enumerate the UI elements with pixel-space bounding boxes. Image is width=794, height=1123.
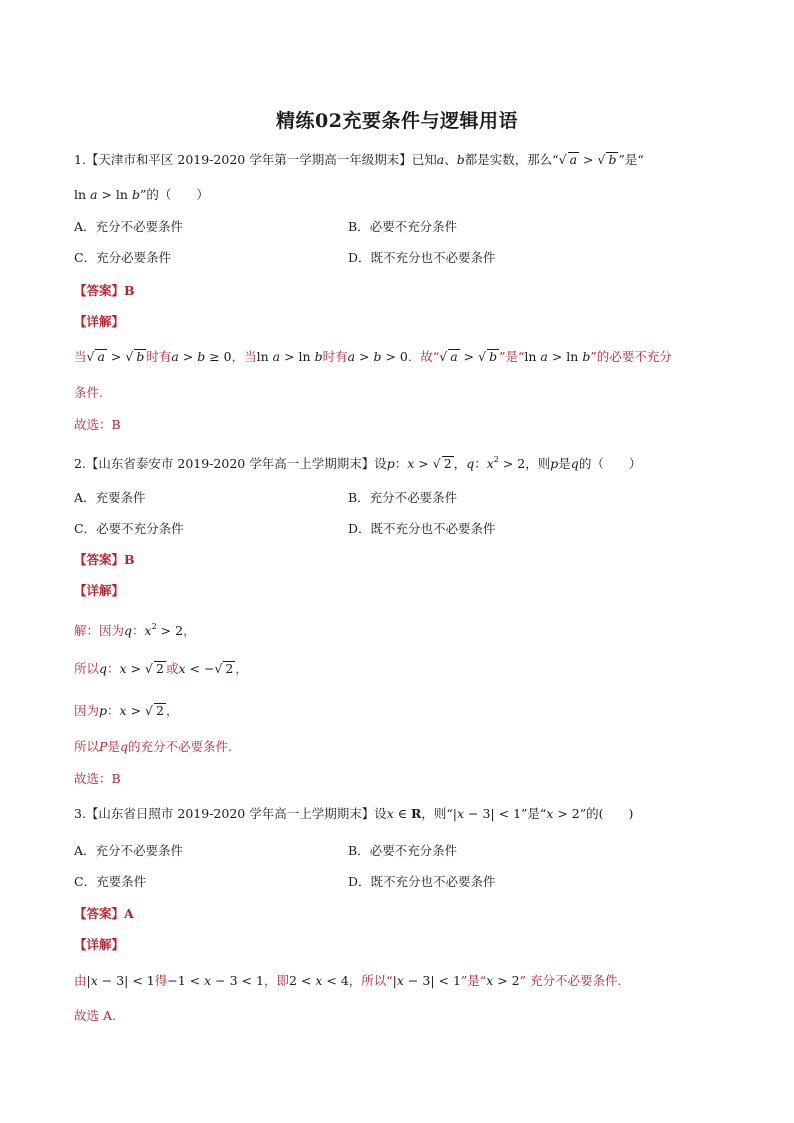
q2-detail-label: 【详解】 <box>74 583 125 598</box>
q3-stem: 3.【山东省日照市 2019-2020 学年高一上学期期末】设x ∈ R，则“|x − 3| < 1”是“x > 2”的( ) <box>74 806 634 821</box>
q1-option-a[interactable]: A．充分不必要条件 <box>74 219 184 234</box>
q3-option-a[interactable]: A．充分不必要条件 <box>74 843 184 858</box>
q2-option-b[interactable]: B．充分不必要条件 <box>348 490 458 505</box>
q2-explanation-line3: 因为p：x > √ 2 ， <box>74 703 179 718</box>
sqrt-icon: √ <box>432 456 441 471</box>
q3-option-d[interactable]: D．既不充分也不必要条件 <box>348 874 496 889</box>
sqrt-icon: √ <box>145 661 153 676</box>
math-ln-a-gt-ln-b: ln a > ln b <box>74 187 140 202</box>
sqrt-icon: √ <box>214 661 223 676</box>
q3-explanation: 由|x − 3| < 1得−1 < x − 3 < 1，即2 < x < 4，所以“|x − 3| < 1”是“x > 2” 充分不必要条件. <box>74 973 622 988</box>
q1-choose: 故选：B <box>74 417 121 432</box>
q1-option-c[interactable]: C．充分必要条件 <box>74 250 172 265</box>
q2-explanation-line2: 所以q：x > √ 2 或x < −√ 2 ， <box>74 661 248 676</box>
q1-explanation-line2: 条件. <box>74 385 103 400</box>
q1-option-d[interactable]: D．既不充分也不必要条件 <box>348 250 496 265</box>
q2-answer-label: 【答案】B <box>74 552 135 567</box>
sqrt-icon: √ <box>125 349 134 364</box>
q2-option-d[interactable]: D．既不充分也不必要条件 <box>348 521 496 536</box>
q2-explanation-line1: 解：因为q：$x^2 > 2$， <box>74 622 196 638</box>
q2-option-c[interactable]: C．必要不充分条件 <box>74 521 184 536</box>
q3-detail-label: 【详解】 <box>74 937 125 952</box>
page-title: 精练02充要条件与逻辑用语 <box>276 110 518 132</box>
q3-option-b[interactable]: B．必要不充分条件 <box>348 843 458 858</box>
math-sqrt-a: a <box>569 152 578 167</box>
sqrt-icon: √ <box>86 349 95 364</box>
q1-explanation-line1: 当√ a > √ b 时有a > b ≥ 0，当ln a > ln b时有a > b > 0．故“√ a > √ b ”是“ln a > ln b”的必要不充分 <box>74 349 672 364</box>
q2-choose: 故选：B <box>74 771 121 786</box>
math-b: b <box>456 152 465 167</box>
sqrt-icon: √ <box>439 349 448 364</box>
sqrt-icon: √ <box>597 152 606 167</box>
sqrt-icon: √ <box>558 152 567 167</box>
q3-choose: 故选 A. <box>74 1008 116 1023</box>
math-sqrt-b: b <box>608 152 617 167</box>
q1-stem-line2: ln a > ln b”的（ ） <box>74 187 209 202</box>
q1-stem-line1: 1.【天津市和平区 2019-2020 学年第一学期高一年级期末】已知a、b都是实数，那么“√ a > √ b ”是“ <box>74 152 644 167</box>
q2-stem: 2.【山东省泰安市 2019-2020 学年高一上学期期末】设p：x > √ 2 ，q：$x^2 > 2$，则p是q的（ ） <box>74 455 642 471</box>
q3-answer-label: 【答案】A <box>74 906 134 921</box>
q1-option-b[interactable]: B．必要不充分条件 <box>348 219 458 234</box>
q3-option-c[interactable]: C．充要条件 <box>74 874 147 889</box>
q1-answer-label: 【答案】B <box>74 283 135 298</box>
sqrt-icon: √ <box>478 349 487 364</box>
q2-option-a[interactable]: A．充要条件 <box>74 490 146 505</box>
q2-explanation-line4: 所以P是q的充分不必要条件. <box>74 739 232 754</box>
sqrt-icon: √ <box>145 703 153 718</box>
math-a: a <box>436 152 445 167</box>
q1-detail-label: 【详解】 <box>74 314 125 329</box>
